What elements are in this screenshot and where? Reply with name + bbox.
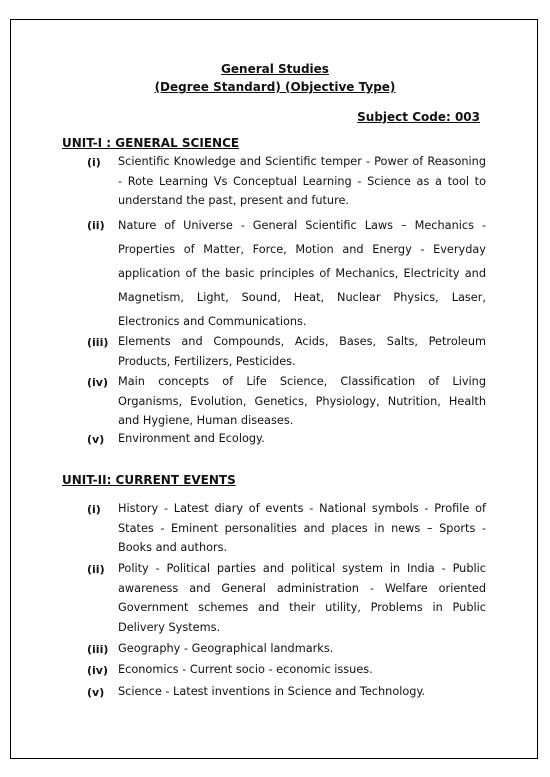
item-text: Main concepts of Life Science, Classification of Living Organisms, Evolution, Genetics, Physiology, Nutrition, Health and Hygiene, Human diseases. — [118, 375, 486, 428]
item-text: Economics - Current socio - economic issues. — [118, 663, 373, 676]
item-text: Science - Latest inventions in Science and Technology. — [118, 685, 426, 698]
item-number: (v) — [87, 686, 105, 699]
item-number: (iii) — [87, 336, 109, 349]
item-text: Scientific Knowledge and Scientific temper - Power of Reasoning - Rote Learning Vs Conceptual Learning - Science as a tool to understand the past, present and future. — [118, 155, 486, 208]
item-text: History - Latest diary of events - National symbols - Profile of States - Eminent personalities and places in news – Sports - Books and authors. — [118, 502, 486, 555]
item-text: Nature of Universe - General Scientific Laws – Mechanics - Properties of Matter, Force, Motion and Energy - Everyday application of the basic principles of Mechanics, Electricity and Magnetism, Light, Sound, Heat, Nuclear Physics, Laser, Electronics and Communications. — [118, 219, 486, 328]
unit2-heading: UNIT-II: CURRENT EVENTS — [62, 473, 236, 487]
item-number: (iv) — [87, 376, 108, 389]
document-title: General Studies — [221, 62, 329, 76]
item-number: (iii) — [87, 643, 109, 656]
item-number: (ii) — [87, 563, 105, 576]
item-number: (v) — [87, 433, 105, 446]
item-number: (iv) — [87, 664, 108, 677]
item-text: Polity - Political parties and political system in India - Public awareness and General administration - Welfare oriented Government schemes and their utility, Problems in Public Delivery Systems. — [118, 562, 486, 634]
item-text: Environment and Ecology. — [118, 432, 265, 445]
document-subtitle: (Degree Standard) (Objective Type) — [154, 80, 396, 94]
item-number: (i) — [87, 156, 101, 169]
unit1-heading: UNIT-I : GENERAL SCIENCE — [62, 136, 240, 150]
item-number: (ii) — [87, 219, 105, 232]
item-text: Elements and Compounds, Acids, Bases, Salts, Petroleum Products, Fertilizers, Pesticides. — [118, 335, 486, 368]
subject-code: Subject Code: 003 — [357, 110, 480, 124]
item-text: Geography - Geographical landmarks. — [118, 642, 334, 655]
item-number: (i) — [87, 503, 101, 516]
